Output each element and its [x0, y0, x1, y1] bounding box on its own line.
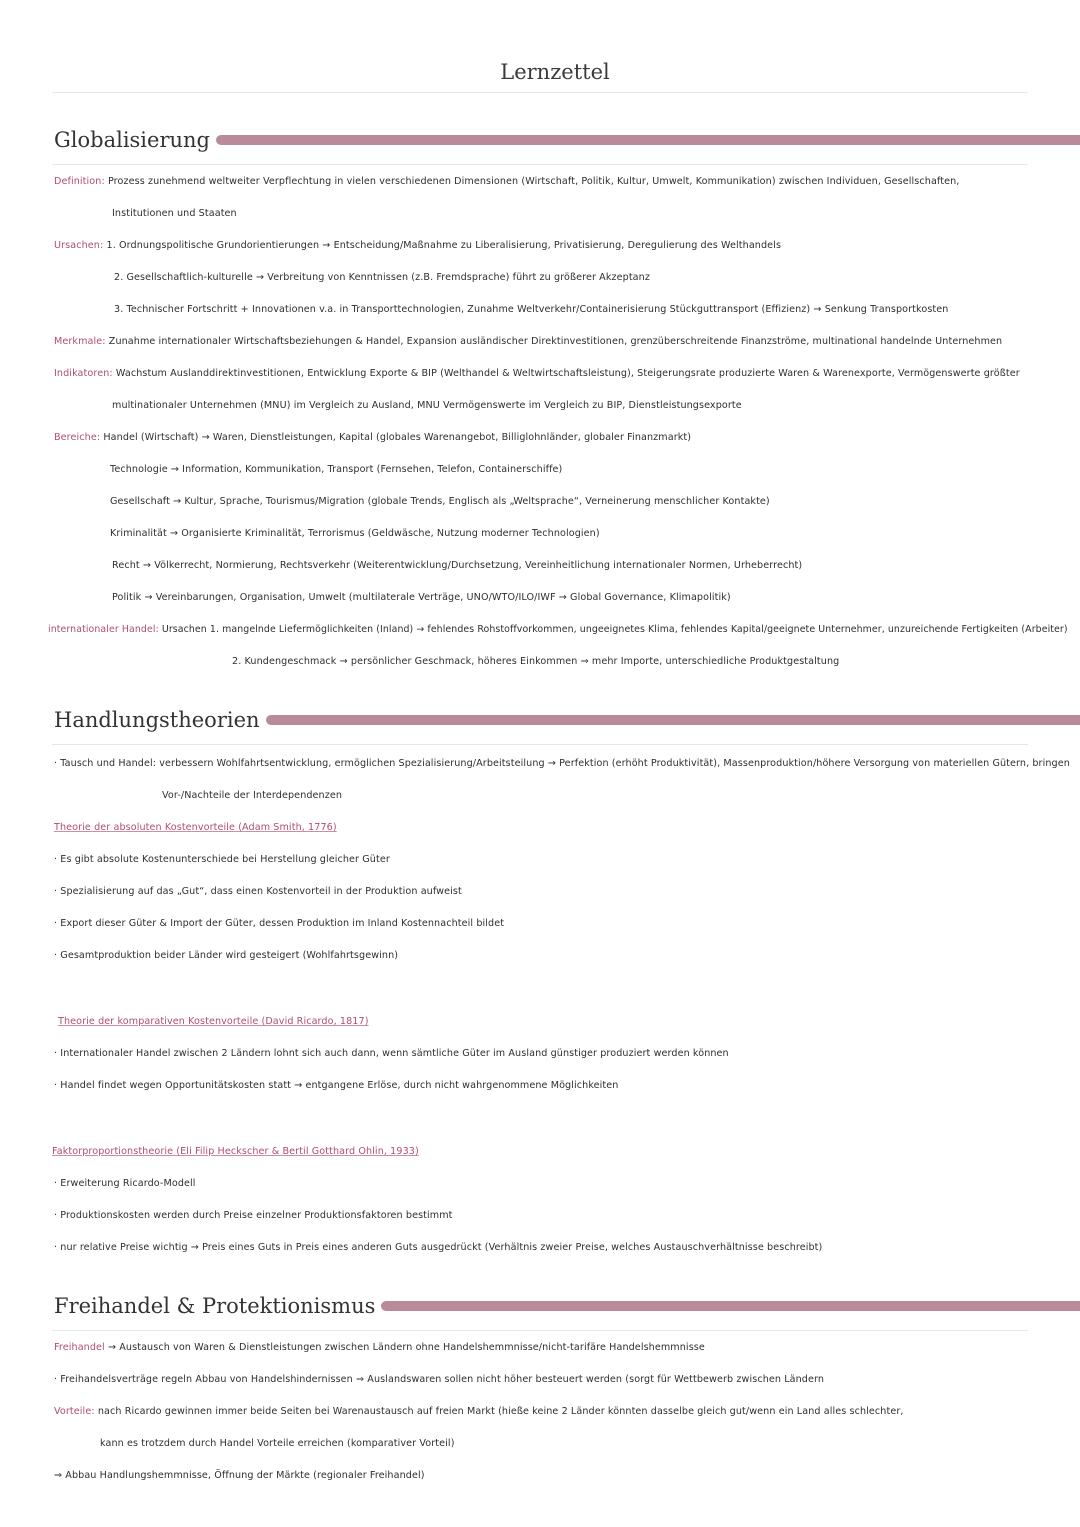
section-heading-handlungstheorien: [54, 708, 1080, 732]
text-line: Indikatoren: Wachstum Auslanddirektinvestitionen, Entwicklung Exporte & BIP (Welthandel & Weltwirtschaftsleistung), Steigerungsrate produzierte Waren & Warenexporte, Vermögenswerte größter: [54, 368, 1020, 379]
text-line: Merkmale: Zunahme internationaler Wirtschaftsbeziehungen & Handel, Expansion ausländischer Direktinvestitionen, grenzüberschreitende Finanzströme, multinational handelnde Unternehmen: [54, 336, 1003, 347]
text-line: Ursachen: 1. Ordnungspolitische Grundorientierungen → Entscheidung/Maßnahme zu Liberalisierung, Privatisierung, Deregulierung des Welthandels: [54, 240, 782, 251]
text-line: Bereiche: Handel (Wirtschaft) → Waren, Dienstleistungen, Kapital (globales Warenangebot, Billiglohnländer, globaler Finanzmarkt): [54, 432, 692, 443]
text-line: Politik → Vereinbarungen, Organisation, Umwelt (multilaterale Verträge, UNO/WTO/ILO/IWF → Global Governance, Klimapolitik): [112, 592, 731, 603]
text-line: · Freihandelsverträge regeln Abbau von Handelshindernissen ⇒ Auslandswaren sollen nicht höher besteuert werden (sorgt für Wettbewerb zwischen Ländern: [54, 1374, 825, 1385]
heading-accent-bar: [381, 1301, 1080, 1311]
text-line: · Export dieser Güter & Import der Güter, dessen Produktion im Inland Kostennachteil bildet: [54, 918, 505, 929]
text-line: · Tausch und Handel: verbessern Wohlfahrtsentwicklung, ermöglichen Spezialisierung/Arbeitsteilung → Perfektion (erhöht Produktivität), Massenproduktion/höhere Versorgung von materiellen Gütern, bringen: [54, 758, 1070, 769]
text-line: Recht → Völkerrecht, Normierung, Rechtsverkehr (Weiterentwicklung/Durchsetzung, Vereinheitlichung internationaler Normen, Urheberrecht): [112, 560, 803, 571]
heading-accent-bar: [266, 715, 1080, 725]
text-line: · Spezialisierung auf das „Gut“, dass einen Kostenvorteil in der Produktion aufweist: [54, 886, 462, 897]
divider: [52, 92, 1028, 93]
section-title: Freihandel & Protektionismus: [54, 1294, 376, 1318]
heading-accent-bar: [216, 135, 1080, 145]
text-line: 3. Technischer Fortschritt + Innovationen v.a. in Transporttechnologien, Zunahme Weltverkehr/Containerisierung Stückguttransport (Effizienz) → Senkung Transportkosten: [114, 304, 949, 315]
section-title: Globalisierung: [54, 128, 210, 152]
text-line: multinationaler Unternehmen (MNU) im Vergleich zu Ausland, MNU Vermögenswerte im Vergleich zu BIP, Dienstleistungsexporte: [112, 400, 742, 411]
text-line: Theorie der komparativen Kostenvorteile (David Ricardo, 1817): [58, 1016, 369, 1027]
section-heading-freihandel: [54, 1294, 1080, 1318]
text-line: Faktorproportionstheorie (Eli Filip Heckscher & Bertil Gotthard Ohlin, 1933): [52, 1146, 419, 1157]
section-title: Handlungstheorien: [54, 708, 260, 732]
text-line: Gesellschaft → Kultur, Sprache, Tourismus/Migration (globale Trends, Englisch als „Weltsprache“, Verneinerung menschlicher Kontakte): [110, 496, 770, 507]
text-line: Institutionen und Staaten: [112, 208, 237, 219]
text-line: · Handel findet wegen Opportunitätskosten statt → entgangene Erlöse, durch nicht wahrgenommene Möglichkeiten: [54, 1080, 619, 1091]
text-line: 2. Gesellschaftlich-kulturelle → Verbreitung von Kenntnissen (z.B. Fremdsprache) führt zu größerer Akzeptanz: [114, 272, 650, 283]
text-line: kann es trotzdem durch Handel Vorteile erreichen (komparativer Vorteil): [100, 1438, 455, 1449]
text-line: 2. Kundengeschmack → persönlicher Geschmack, höheres Einkommen ⇒ mehr Importe, unterschiedliche Produktgestaltung: [232, 656, 840, 667]
text-line: · Erweiterung Ricardo-Modell: [54, 1178, 196, 1189]
divider: [52, 164, 1028, 165]
divider: [52, 1330, 1028, 1331]
text-line: Theorie der absoluten Kostenvorteile (Adam Smith, 1776): [54, 822, 337, 833]
text-line: · Es gibt absolute Kostenunterschiede bei Herstellung gleicher Güter: [54, 854, 390, 865]
text-line: Kriminalität → Organisierte Kriminalität, Terrorismus (Geldwäsche, Nutzung moderner Technologien): [110, 528, 600, 539]
text-line: · Gesamtproduktion beider Länder wird gesteigert (Wohlfahrtsgewinn): [54, 950, 399, 961]
text-line: Technologie → Information, Kommunikation, Transport (Fernsehen, Telefon, Containerschiffe): [110, 464, 563, 475]
text-line: · Produktionskosten werden durch Preise einzelner Produktionsfaktoren bestimmt: [54, 1210, 453, 1221]
text-line: · Internationaler Handel zwischen 2 Ländern lohnt sich auch dann, wenn sämtliche Güter im Ausland günstiger produziert werden können: [54, 1048, 729, 1059]
text-line: Freihandel → Austausch von Waren & Dienstleistungen zwischen Ländern ohne Handelshemmnisse/nicht-tarifäre Handelshemmnisse: [54, 1342, 705, 1353]
text-line: ⇒ Abbau Handlungshemmnisse, Öffnung der Märkte (regionaler Freihandel): [54, 1470, 425, 1481]
page-title: Lernzettel: [500, 60, 610, 84]
text-line: · nur relative Preise wichtig → Preis eines Guts in Preis eines anderen Guts ausgedrückt (Verhältnis zweier Preise, welches Austauschverhältnisse beschreibt): [54, 1242, 823, 1253]
text-line: Vor-/Nachteile der Interdependenzen: [162, 790, 343, 801]
divider: [52, 744, 1028, 745]
text-line: Vorteile: nach Ricardo gewinnen immer beide Seiten bei Warenaustausch auf freien Markt (hieße keine 2 Länder könnten dasselbe gleich gut/wenn ein Land alles schlechter,: [54, 1406, 904, 1417]
text-line: internationaler Handel: Ursachen 1. mangelnde Liefermöglichkeiten (Inland) → fehlendes Rohstoffvorkommen, ungeeignetes Klima, fehlendes Kapital/geeignete Unternehmer, unzureichende Fertigkeiten (Arbeiter): [48, 624, 1068, 635]
section-heading-globalisierung: [54, 128, 1080, 152]
text-line: Definition: Prozess zunehmend weltweiter Verpflechtung in vielen verschiedenen Dimensionen (Wirtschaft, Politik, Kultur, Umwelt, Kommunikation) zwischen Individuen, Gesellschaften,: [54, 176, 960, 187]
